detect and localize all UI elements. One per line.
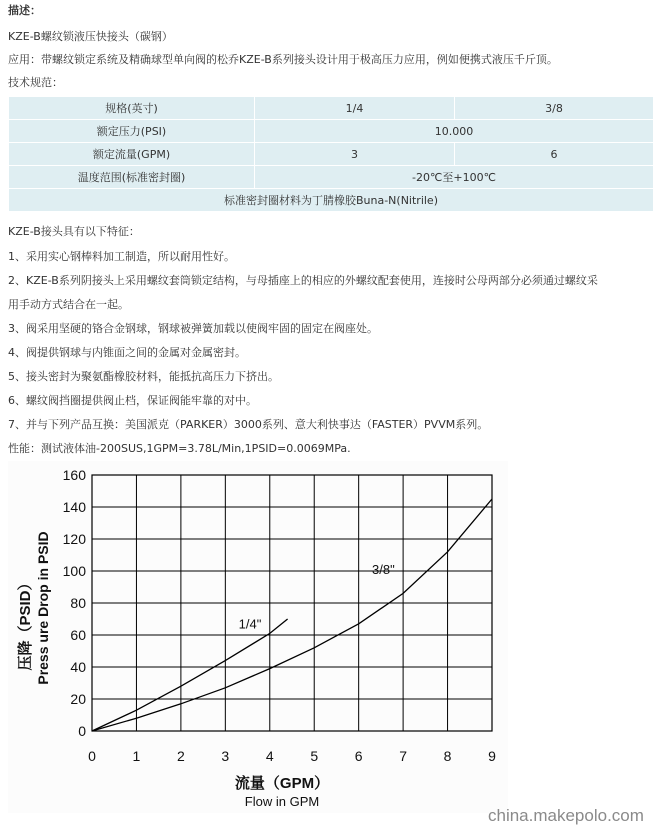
table-cell: 3 (255, 143, 455, 166)
features-intro: KZE-B接头具有以下特征： (8, 225, 140, 238)
table-cell: 额定流量(GPM) (9, 143, 255, 166)
table-cell: 1/4 (255, 97, 455, 120)
series-label-1-4: 1/4" (238, 616, 262, 632)
y-tick-label: 0 (78, 723, 86, 739)
table-cell: 规格(英寸) (9, 97, 255, 120)
y-tick-label: 80 (70, 595, 86, 611)
application-text: 应用：带螺纹锁定系统及精确球型单向阀的松乔KZE-B系列接头设计用于极高压力应用，例如便携式液压千斤顶。 (8, 53, 558, 66)
chart-grid (92, 475, 492, 731)
spec-label: 技术规范： (8, 76, 63, 89)
feature-item: 7、并与下列产品互换：美国派克（PARKER）3000系列、意大利快事达（FASTER）PVVM系列。 (8, 418, 489, 431)
feature-item: 6、螺纹阀挡圈提供阀止档，保证阀能牢靠的对中。 (8, 394, 257, 407)
series-label-3-8: 3/8" (372, 562, 395, 578)
watermark: china.makepolo.com (488, 806, 644, 825)
table-cell: -20℃至+100℃ (255, 166, 654, 189)
table-row (9, 166, 654, 189)
table-row (9, 120, 654, 143)
chart-svg (8, 461, 508, 813)
performance-text: 性能：测试液体油-200SUS,1GPM=3.78L/Min,1PSID=0.0069MPa. (8, 442, 351, 455)
y-tick-label: 140 (62, 499, 86, 515)
feature-item: 4、阀提供钢球与内锥面之间的金属对金属密封。 (8, 346, 246, 359)
y-tick-label: 40 (70, 659, 86, 675)
feature-item: 2、KZE-B系列阴接头上采用螺纹套筒锁定结构，与母插座上的相应的外螺纹配套使用，连接时公母两部分必须通过螺纹采 (8, 274, 598, 287)
table-row (9, 143, 654, 166)
feature-item: 3、阀采用坚硬的铬合金钢球，钢球被弹簧加载以使阀牢固的固定在阀座处。 (8, 322, 378, 335)
feature-item-continued: 用手动方式结合在一起。 (8, 298, 129, 311)
x-axis-label-en: Flow in GPM (244, 794, 320, 809)
x-tick-label: 0 (88, 748, 96, 764)
y-axis-label-en: Press ure Drop in PSID (35, 531, 51, 685)
y-axis-label: 压降（PSID） (17, 575, 34, 671)
table-cell: 3/8 (455, 97, 654, 120)
x-tick-label: 9 (488, 748, 496, 764)
series-line-3-8 (92, 499, 492, 731)
x-tick-label: 8 (443, 748, 452, 764)
y-tick-label: 100 (62, 563, 86, 579)
table-cell: 10.000 (255, 120, 654, 143)
tick-labels (63, 467, 496, 764)
x-tick-label: 7 (399, 748, 408, 764)
table-footer-cell: 标准密封圈材料为丁腈橡胶Buna-N(Nitrile) (9, 189, 654, 212)
spec-table (8, 96, 654, 212)
x-tick-label: 3 (221, 748, 230, 764)
product-title: KZE-B螺纹锁液压快接头（碳钢） (8, 30, 173, 43)
series-lines (92, 499, 492, 731)
table-row (9, 189, 654, 212)
pressure-drop-chart (8, 461, 508, 813)
feature-item: 1、采用实心钢棒料加工制造，所以耐用性好。 (8, 250, 235, 263)
x-axis-label: 流量（GPM） (234, 775, 330, 792)
description-heading: 描述： (8, 4, 41, 17)
y-tick-label: 20 (70, 691, 86, 707)
table-cell: 额定压力(PSI) (9, 120, 255, 143)
series-line-1-4 (92, 616, 288, 731)
x-tick-label: 5 (310, 748, 319, 764)
feature-item: 5、接头密封为聚氨酯橡胶材料，能抵抗高压力下挤出。 (8, 370, 279, 383)
y-tick-label: 60 (70, 627, 86, 643)
y-tick-label: 160 (62, 467, 86, 483)
x-tick-label: 1 (132, 748, 141, 764)
table-cell: 温度范围(标准密封圈) (9, 166, 255, 189)
x-tick-label: 2 (176, 748, 185, 764)
x-tick-label: 6 (354, 748, 363, 764)
x-tick-label: 4 (265, 748, 274, 764)
y-tick-label: 120 (62, 531, 86, 547)
table-row (9, 97, 654, 120)
table-cell: 6 (455, 143, 654, 166)
